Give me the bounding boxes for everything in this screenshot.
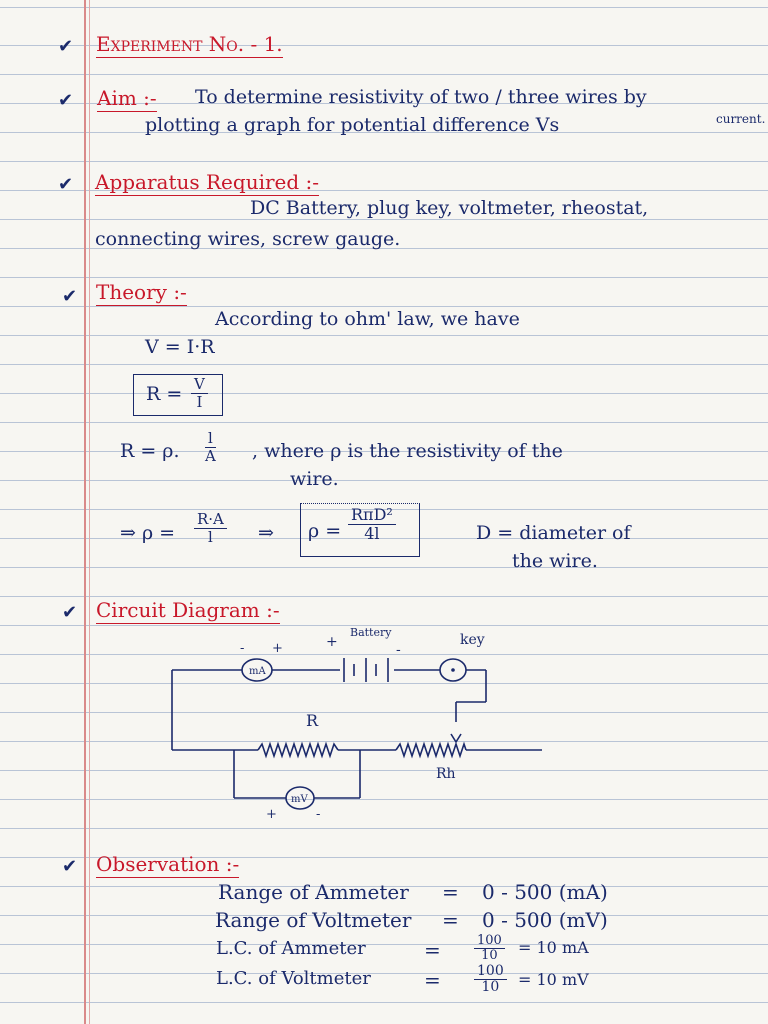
equals-sign: = (424, 968, 441, 992)
equals-sign: = (424, 938, 441, 962)
checkmark-icon: ✔ (58, 174, 74, 195)
ammeter-range-label: Range of Ammeter (218, 880, 409, 904)
formula-fraction: $\frac{V}{I}$ (191, 376, 208, 410)
ammeter-lc-label: L.C. of Ammeter (216, 938, 366, 959)
rho-box-lhs: ρ = (308, 520, 342, 542)
aim-current: current. (716, 112, 766, 126)
rheostat-arrow (451, 734, 461, 742)
resistivity-definition: , where ρ is the resistivity of the (252, 440, 563, 462)
checkmark-icon: ✔ (62, 856, 78, 877)
rheostat (396, 744, 466, 756)
margin-line (84, 0, 86, 1024)
equals-sign: = (442, 880, 459, 904)
ohm-law: V = I·R (145, 336, 215, 358)
checkmark-icon: ✔ (58, 36, 74, 57)
rho-formula: ⇒ ρ = (120, 522, 176, 544)
observation-label: Observation :- (96, 852, 240, 876)
margin-line (89, 0, 90, 1024)
minus-sign: - (396, 642, 401, 658)
apparatus-line-1: DC Battery, plug key, voltmeter, rheostat, (250, 197, 649, 219)
diameter-definition-2: the wire. (512, 550, 598, 572)
formula-fraction: $\frac{R\cdot A}{l}$ (194, 511, 227, 545)
resistor (258, 744, 338, 756)
minus-sign: - (240, 641, 245, 656)
formula-fraction: $\frac{\text{RπD²}}{4l}$ (348, 506, 396, 542)
diameter-definition-1: D = diameter of (476, 522, 631, 544)
equals-sign: = (442, 908, 459, 932)
resistivity-definition-2: wire. (290, 468, 339, 490)
battery-label: Battery (350, 626, 392, 639)
theory-label: Theory :- (96, 280, 187, 304)
formula-fraction: $\frac{l}{A}$ (205, 429, 216, 465)
checkmark-icon: ✔ (62, 602, 78, 623)
theory-intro: According to ohm' law, we have (215, 308, 520, 330)
voltmeter-range-label: Range of Voltmeter (215, 908, 412, 932)
minus-sign: - (316, 807, 321, 822)
voltmeter-lc-label: L.C. of Voltmeter (216, 968, 371, 989)
formula-fraction: $\frac{100}{10}$ (474, 964, 507, 996)
resistor-label: R (306, 711, 319, 730)
circuit-label: Circuit Diagram :- (96, 598, 280, 622)
ammeter-label: mA (249, 666, 266, 677)
apparatus-line-2: connecting wires, screw gauge. (95, 228, 401, 250)
aim-line-2: plotting a graph for potential difference Vs (145, 114, 560, 136)
checkmark-icon: ✔ (58, 90, 74, 111)
checkmark-icon: ✔ (62, 286, 78, 307)
implies-arrow: ⇒ (258, 522, 274, 544)
voltmeter-lc-result: = 10 mV (518, 970, 589, 989)
plus-sign: + (326, 634, 338, 650)
experiment-title: Experiment No. - 1. (96, 32, 283, 56)
voltmeter-range-value: 0 - 500 (mV) (482, 908, 608, 932)
voltmeter-label: mV (291, 794, 308, 805)
circuit-diagram (160, 622, 550, 822)
boxed-lhs: R = (146, 383, 183, 405)
aim-line-1: To determine resistivity of two / three wires by (195, 86, 647, 108)
aim-label: Aim :- (97, 86, 157, 110)
plus-sign: + (266, 807, 277, 822)
plus-sign: + (272, 641, 283, 656)
rheostat-label: Rh (436, 766, 456, 782)
apparatus-label: Apparatus Required :- (95, 170, 320, 194)
key-label: key (460, 632, 485, 648)
formula-fraction: $\frac{100}{10}$ (474, 934, 505, 964)
key-dot (451, 668, 455, 672)
resistance-formula: R = ρ. (120, 440, 180, 462)
ammeter-lc-result: = 10 mA (518, 938, 589, 957)
ammeter-range-value: 0 - 500 (mA) (482, 880, 608, 904)
